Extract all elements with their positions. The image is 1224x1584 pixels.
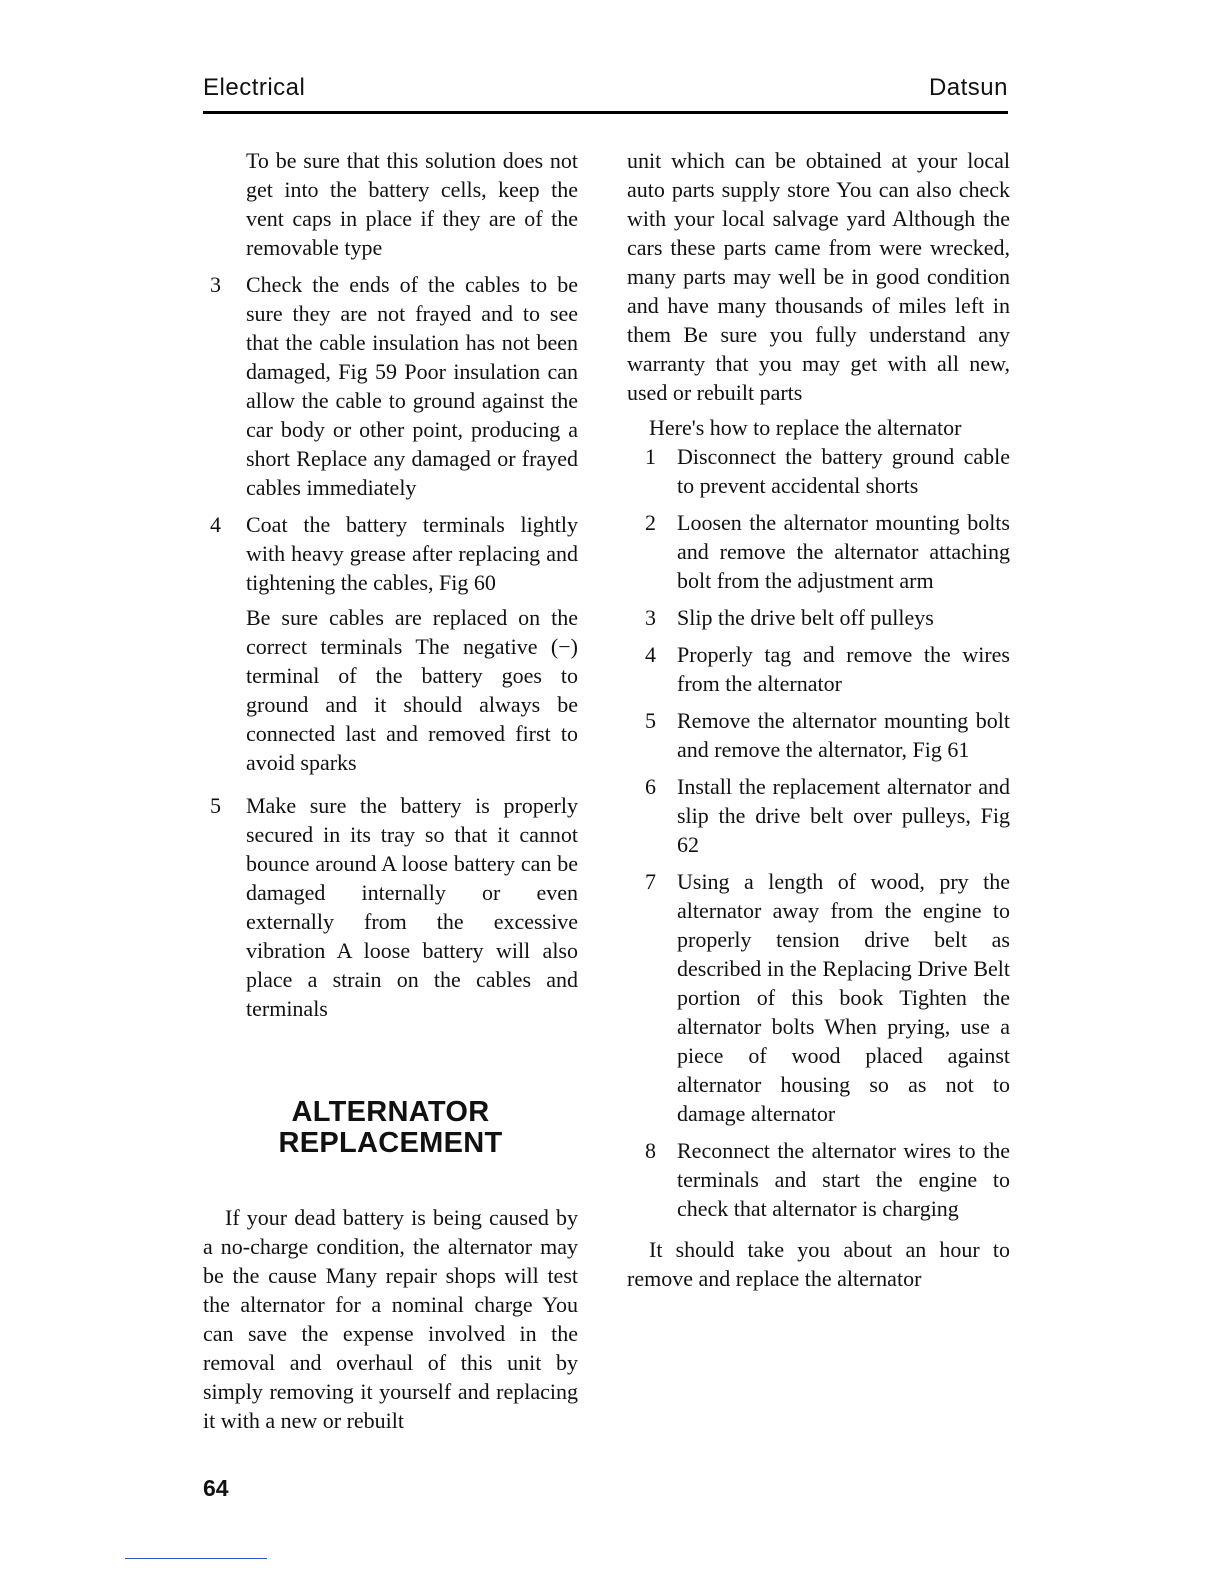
- page-number: 64: [203, 1475, 229, 1501]
- heading-line: REPLACEMENT: [278, 1127, 503, 1159]
- left-column: [203, 146, 578, 1435]
- intro-paragraph: To be sure that this solution does not get into the battery cells, keep the vent caps in place if they are of the removable type: [246, 148, 578, 260]
- step-number: 4: [645, 642, 656, 667]
- step-number: 7: [645, 869, 656, 894]
- running-header-title: Datsun: [928, 74, 1008, 101]
- list-item: [203, 510, 578, 597]
- running-header-section: Electrical: [203, 74, 306, 101]
- item-number: 4: [210, 512, 221, 537]
- item-number: 3: [210, 272, 221, 297]
- step-text: Loosen the alternator mounting bolts and remove the alternator attaching bolt from the adjustment arm: [677, 510, 1010, 593]
- step-item: [627, 867, 1010, 1128]
- step-item: [627, 772, 1010, 859]
- step-number: 5: [645, 708, 656, 733]
- body-paragraph: If your dead battery is being caused by a no-charge condition, the alternator may be the cause Many repair shops will test the alternator for a nominal charge You can save the expense involved in the removal and overhaul of this unit by simply removing it yourself and replacing it with a new or rebuilt: [203, 1205, 578, 1433]
- step-number: 8: [645, 1138, 656, 1163]
- continued-paragraph: unit which can be obtained at your local auto parts supply store You can also check with your local salvage yard Although the cars these parts came from were wrecked, many parts may well be in good condition and have many thousands of miles left in them Be sure you fully understand any warranty that you may get with all new, used or rebuilt parts: [627, 148, 1010, 405]
- step-item: [627, 442, 1010, 500]
- step-text: Reconnect the alternator wires to the terminals and start the engine to check that alternator is charging: [677, 1138, 1010, 1221]
- item-text: Make sure the battery is properly secured in its tray so that it cannot bounce around A loose battery can be damaged internally or even externally from the excessive vibration A loose battery will also place a strain on the cables and terminals: [246, 793, 578, 1021]
- step-number: 1: [645, 444, 656, 469]
- step-text: Install the replacement alternator and slip the drive belt over pulleys, Fig 62: [677, 774, 1010, 857]
- step-item: [627, 1136, 1010, 1223]
- item-number: 5: [210, 793, 221, 818]
- note-paragraph: Be sure cables are replaced on the correct terminals The negative (−) terminal of the battery goes to ground and it should always be connected last and removed first to avoid sparks: [246, 605, 578, 775]
- item-text: Check the ends of the cables to be sure they are not frayed and to see that the cable insulation has not been damaged, Fig 59 Poor insulation can allow the cable to ground against the car body or other point, producing a short Replace any damaged or frayed cables immediately: [246, 272, 578, 500]
- footer-line: [125, 1558, 267, 1559]
- list-item: [203, 270, 578, 502]
- step-text: Using a length of wood, pry the alternator away from the engine to properly tension drive belt as described in the Replacing Drive Belt portion of this book Tighten the alternator bolts When prying, use a piece of wood placed against alternator housing so as not to damage alternator: [677, 869, 1010, 1126]
- step-item: [627, 603, 1010, 632]
- step-text: Properly tag and remove the wires from the alternator: [677, 642, 1010, 696]
- section-heading: [203, 1097, 578, 1159]
- item-text: Coat the battery terminals lightly with heavy grease after replacing and tightening the cables, Fig 60: [246, 512, 578, 595]
- step-number: 3: [645, 605, 656, 630]
- heading-line: ALTERNATOR: [291, 1096, 490, 1128]
- step-text: Remove the alternator mounting bolt and remove the alternator, Fig 61: [677, 708, 1010, 762]
- step-text: Slip the drive belt off pulleys: [677, 605, 934, 630]
- step-item: [627, 640, 1010, 698]
- lead-paragraph: Here's how to replace the alternator: [649, 415, 962, 440]
- step-item: [627, 706, 1010, 764]
- step-number: 2: [645, 510, 656, 535]
- step-item: [627, 508, 1010, 595]
- list-item: [203, 791, 578, 1023]
- header-rule: [203, 111, 1008, 114]
- step-number: 6: [645, 774, 656, 799]
- step-text: Disconnect the battery ground cable to prevent accidental shorts: [677, 444, 1010, 498]
- right-column: [627, 146, 1010, 1293]
- closing-paragraph: It should take you about an hour to remove and replace the alternator: [627, 1237, 1010, 1291]
